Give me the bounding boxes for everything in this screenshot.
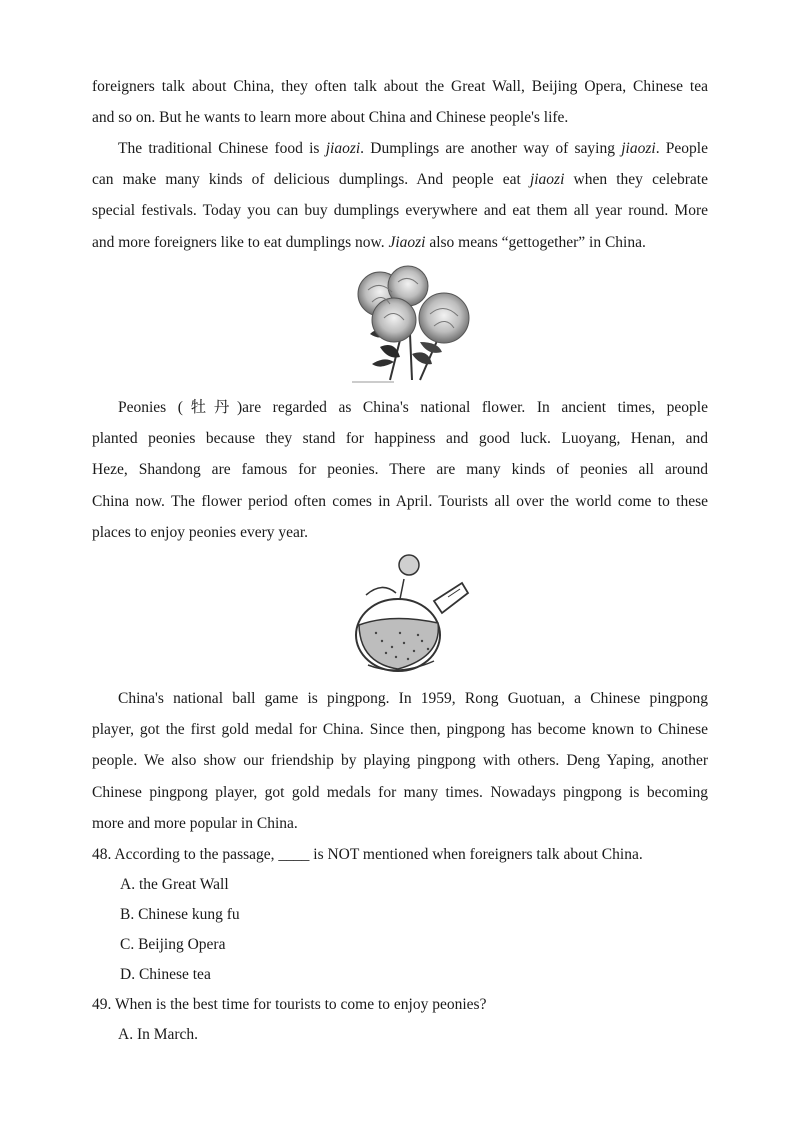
question-48-option-d: D. Chinese tea [120, 966, 211, 983]
text-line: planted peonies because they stand for happiness and good luck. Luoyang, Henan, and [92, 430, 708, 448]
text-line: people. We also show our friendship by playing pingpong with others. Deng Yaping, another [92, 752, 708, 770]
question-49-stem: 49. When is the best time for tourists to come to enjoy peonies? [92, 996, 487, 1013]
text-line: special festivals. Today you can buy dumplings everywhere and eat them all year round. More [92, 202, 708, 220]
text-line: player, got the first gold medal for China. Since then, pingpong has become known to Chinese [92, 721, 708, 739]
question-48-stem: 48. According to the passage, ____ is NOT mentioned when foreigners talk about China. [92, 846, 643, 863]
question-48-option-b: B. Chinese kung fu [120, 906, 240, 923]
question-48-option-a: A. the Great Wall [120, 876, 229, 893]
text-line: China now. The flower period often comes in April. Tourists all over the world come to these [92, 492, 708, 510]
paragraph-pingpong [92, 683, 708, 839]
question-49-option-a: A. In March. [118, 1026, 199, 1043]
text-line: foreigners talk about China, they often talk about the Great Wall, Beijing Opera, Chinese tea [92, 78, 708, 95]
text-line: can make many kinds of delicious dumplings. And people eat jiaozi when they celebrate [92, 171, 708, 189]
text-line: Peonies (牡丹)are regarded as China's national flower. In ancient times, people [118, 399, 708, 416]
paragraph-peonies [92, 392, 708, 548]
text-line: places to enjoy peonies every year. [92, 523, 309, 541]
text-line: Heze, Shandong are famous for peonies. There are many kinds of peonies all around [92, 461, 708, 479]
paragraph-intro-continuation [92, 71, 708, 133]
question-48-option-c: C. Beijing Opera [120, 936, 226, 953]
paragraph-jiaozi [92, 133, 708, 258]
pingpong-paddle-illustration [352, 553, 470, 675]
text-line: and so on. But he wants to learn more about China and Chinese people's life. [92, 109, 569, 127]
text-line: more and more popular in China. [92, 814, 298, 832]
text-line: The traditional Chinese food is jiaozi. Dumplings are another way of saying jiaozi. People [118, 140, 708, 157]
peony-illustration [350, 262, 475, 384]
text-line: and more foreigners like to eat dumplings now. Jiaozi also means “gettogether” in China. [92, 233, 646, 251]
text-line: Chinese pingpong player, got gold medals for many times. Nowadays pingpong is becoming [92, 783, 708, 801]
text-line: China's national ball game is pingpong. In 1959, Rong Guotuan, a Chinese pingpong [118, 690, 708, 707]
